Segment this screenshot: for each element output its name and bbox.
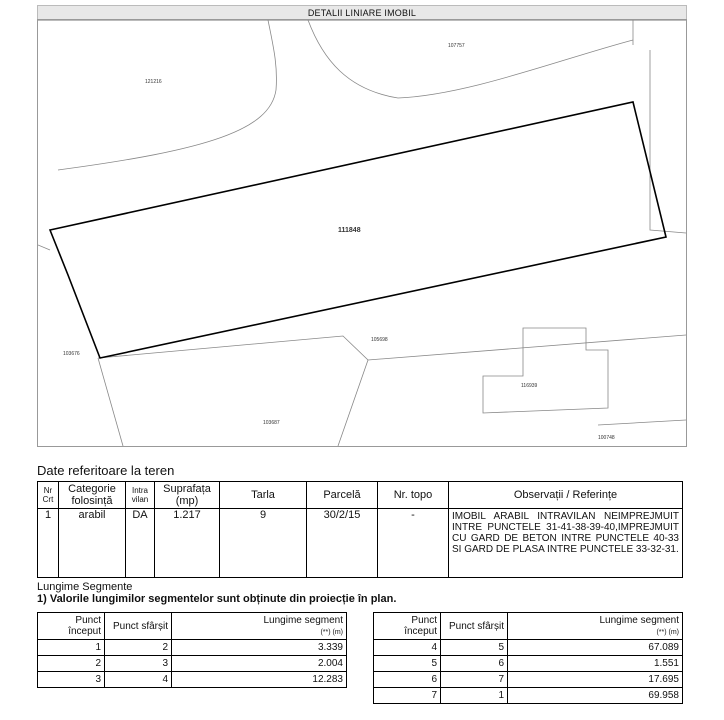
table-row (38, 509, 683, 578)
cell-end: 5 (441, 640, 508, 656)
cell-start: 6 (374, 672, 441, 688)
cell-end: 1 (441, 688, 508, 704)
neighbor-label: 121216 (145, 79, 162, 85)
map-drawing (38, 20, 686, 446)
cell-parcela: 30/2/15 (307, 509, 378, 578)
col-punct-sfarsit: Punct sfârșit (105, 613, 172, 640)
table-header-row (374, 613, 683, 640)
cell-nr: 1 (38, 509, 59, 578)
table-row (38, 640, 347, 656)
cell-start: 2 (38, 656, 105, 672)
table-row (38, 672, 347, 688)
cell-length: 67.089 (508, 640, 683, 656)
cell-end: 6 (441, 656, 508, 672)
land-data-table (37, 481, 683, 578)
cell-length: 1.551 (508, 656, 683, 672)
cell-length: 12.283 (172, 672, 347, 688)
cell-start: 4 (374, 640, 441, 656)
col-lungime (508, 613, 683, 640)
table-row (374, 672, 683, 688)
table-header-row (38, 482, 683, 509)
cell-length: 17.695 (508, 672, 683, 688)
section-title: Date referitoare la teren (37, 463, 175, 478)
col-intravilan: Intra vilan (126, 482, 155, 509)
segments-table-left (37, 612, 347, 688)
cell-intravilan: DA (126, 509, 155, 578)
lungime-label: Lungime segment (599, 614, 679, 626)
cadastral-map (37, 19, 687, 447)
parcel-id-label: 111848 (338, 227, 361, 234)
table-row (38, 656, 347, 672)
neighbor-label: 116939 (521, 383, 538, 389)
cell-observatii: IMOBIL ARABIL INTRAVILAN NEIMPREJMUIT INTRE PUNCTELE 31-41-38-39-40,IMPREJMUIT CU GARD DE BETON INTRE PUNCTELE 40-33 SI GARD DE PLASA INTRE PUNCTELE 33-32-31. (449, 509, 683, 578)
cell-start: 1 (38, 640, 105, 656)
neighbor-label: 107757 (448, 43, 465, 49)
table-row (374, 688, 683, 704)
cell-end: 3 (105, 656, 172, 672)
table-row (374, 656, 683, 672)
col-observatii: Observații / Referințe (449, 482, 683, 509)
map-header: DETALII LINIARE IMOBIL (37, 5, 687, 21)
col-punct-inceput: Punct început (38, 613, 105, 640)
lungime-unit: (**) (m) (320, 628, 343, 636)
col-suprafata: Suprafața (mp) (155, 482, 220, 509)
col-nr-topo: Nr. topo (378, 482, 449, 509)
neighbor-label: 103676 (63, 351, 80, 357)
col-nr: Nr Crt (38, 482, 59, 509)
cell-end: 2 (105, 640, 172, 656)
cell-length: 2.004 (172, 656, 347, 672)
cell-nr-topo: - (378, 509, 449, 578)
segments-table-right (373, 612, 683, 704)
table-header-row (38, 613, 347, 640)
neighbor-label: 105698 (371, 337, 388, 343)
road-boundary-right (308, 20, 633, 98)
cell-start: 3 (38, 672, 105, 688)
cell-end: 4 (105, 672, 172, 688)
col-categorie: Categorie folosință (59, 482, 126, 509)
segments-note: 1) Valorile lungimilor segmentelor sunt obținute din proiecție în plan. (37, 593, 397, 605)
lungime-unit: (**) (m) (656, 628, 679, 636)
lungime-label: Lungime segment (263, 614, 343, 626)
cell-start: 7 (374, 688, 441, 704)
neighbor-label: 103687 (263, 420, 280, 426)
table-row (374, 640, 683, 656)
segments-title: Lungime Segmente (37, 581, 133, 593)
col-parcela: Parcelă (307, 482, 378, 509)
col-lungime (172, 613, 347, 640)
cell-end: 7 (441, 672, 508, 688)
col-punct-inceput: Punct început (374, 613, 441, 640)
cell-length: 3.339 (172, 640, 347, 656)
cell-length: 69.958 (508, 688, 683, 704)
cell-categorie: arabil (59, 509, 126, 578)
cell-tarla: 9 (220, 509, 307, 578)
road-boundary-left (58, 20, 276, 170)
col-punct-sfarsit: Punct sfârșit (441, 613, 508, 640)
cell-suprafata: 1.217 (155, 509, 220, 578)
col-tarla: Tarla (220, 482, 307, 509)
cell-start: 5 (374, 656, 441, 672)
neighbor-label: 100748 (598, 435, 615, 441)
